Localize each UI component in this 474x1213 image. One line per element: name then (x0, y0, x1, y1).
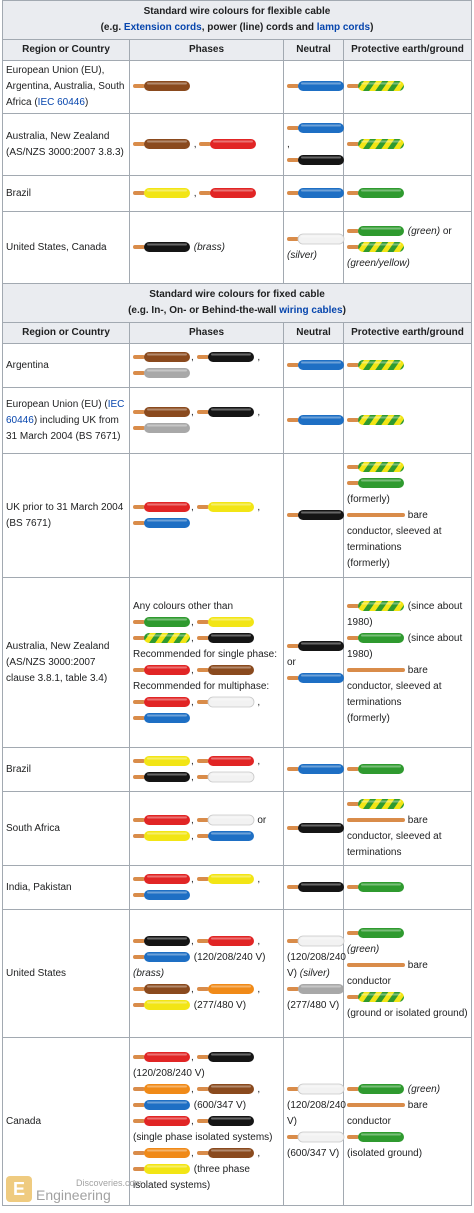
wire-red-icon (133, 695, 191, 709)
caption-title: Standard wire colours for flexible cable (143, 6, 331, 17)
wire-blue-icon (287, 762, 345, 776)
region-cell: United States, Canada (3, 212, 130, 284)
wire-yellow-icon (133, 829, 191, 843)
phases-cell: , , (130, 454, 284, 578)
region-cell: Brazil (3, 176, 130, 212)
earth-cell: bare conductor, sleeved at terminations (344, 792, 472, 866)
region-cell: Canada (3, 1038, 130, 1206)
region-cell: United States (3, 910, 130, 1038)
wire-brown-icon (133, 137, 191, 151)
wire-green-yellow-icon (347, 599, 405, 613)
wire-green-icon (347, 1082, 405, 1096)
wire-yellow-icon (197, 500, 255, 514)
phases-cell: , , (130, 388, 284, 454)
wire-green-yellow-icon (347, 413, 405, 427)
wire-red-icon (197, 754, 255, 768)
wire-bare-icon (347, 958, 405, 972)
wire-red-icon (197, 934, 255, 948)
wire-green-icon (347, 762, 405, 776)
table-caption-fixed: Standard wire colours for fixed cable (e.g. In-, On- or Behind-the-wall wiring cables) (3, 284, 472, 323)
wire-green-yellow-icon (347, 990, 405, 1004)
wire-black-icon (287, 821, 345, 835)
wire-green-icon (347, 476, 405, 490)
neutral-cell (284, 388, 344, 454)
phases-cell: , or , (130, 792, 284, 866)
phases-cell: , , (130, 344, 284, 388)
wire-white-icon (287, 1130, 345, 1144)
extension-cords-link[interactable]: Extension cords (123, 22, 202, 33)
earth-cell: (since about 1980) (since about 1980) bare conductor, sleeved at terminations (formerly) (344, 578, 472, 748)
wire-red-icon (199, 186, 257, 200)
wire-white-icon (197, 770, 255, 784)
wire-green-icon (347, 224, 405, 238)
wire-blue-icon (133, 1098, 191, 1112)
wire-black-icon (197, 631, 255, 645)
neutral-cell (284, 61, 344, 114)
region-cell: India, Pakistan (3, 866, 130, 910)
wire-green-yellow-icon (347, 240, 405, 254)
wire-blue-icon (287, 186, 345, 200)
wire-white-icon (197, 813, 255, 827)
wire-red-icon (199, 137, 257, 151)
neutral-cell (284, 748, 344, 792)
region-cell: UK prior to 31 March 2004 (BS 7671) (3, 454, 130, 578)
wire-bare-icon (347, 508, 405, 522)
wire-grey-icon (133, 421, 191, 435)
wire-green-icon (347, 186, 405, 200)
wire-red-icon (133, 663, 191, 677)
region-cell: Australia, New Zealand (AS/NZS 3000:2007 3.8.3) (3, 114, 130, 176)
wire-red-icon (133, 1114, 191, 1128)
earth-cell (344, 866, 472, 910)
wire-grey-icon (133, 366, 191, 380)
wire-blue-icon (133, 888, 191, 902)
wire-blue-icon (133, 950, 191, 964)
table-caption: Standard wire colours for flexible cable (e.g. Extension cords, power (line) cords and lamp cords) (3, 1, 472, 40)
wire-yellow-icon (133, 186, 191, 200)
watermark-domain: Discoveries.com (76, 1178, 143, 1188)
wire-blue-icon (287, 358, 345, 372)
header-earth: Protective earth/ground (344, 40, 472, 61)
wire-white-icon (287, 232, 345, 246)
earth-cell: (green) or (green/yellow) (344, 212, 472, 284)
phases-cell: , , , (130, 748, 284, 792)
wire-yellow-icon (133, 1162, 191, 1176)
neutral-cell (284, 344, 344, 388)
phases-cell: , , (130, 866, 284, 910)
header-phases: Phases (130, 323, 284, 344)
wire-black-icon (133, 770, 191, 784)
wiring-cables-link[interactable]: wiring cables (279, 305, 343, 316)
earth-cell (344, 388, 472, 454)
wire-white-icon (287, 934, 345, 948)
wire-blue-icon (133, 711, 191, 725)
region-cell: Brazil (3, 748, 130, 792)
wire-green-yellow-icon (133, 631, 191, 645)
phases-cell: , , (120/208/240 V) (brass) , , (277/480 V) (130, 910, 284, 1038)
neutral-cell (284, 792, 344, 866)
earth-cell (344, 748, 472, 792)
header-neutral: Neutral (284, 323, 344, 344)
wire-black-icon (133, 934, 191, 948)
wire-orange-icon (133, 1082, 191, 1096)
phases-cell: , (130, 114, 284, 176)
wire-black-icon (287, 508, 345, 522)
region-cell: European Union (EU), Argentina, Australia, South Africa (IEC 60446) (3, 61, 130, 114)
earth-cell (344, 61, 472, 114)
wire-blue-icon (287, 671, 345, 685)
phases-cell: , (130, 176, 284, 212)
wire-green-yellow-icon (347, 358, 405, 372)
iec-60446-link[interactable]: IEC 60446 (6, 398, 125, 426)
earth-cell: (formerly) bare conductor, sleeved at terminations (formerly) (344, 454, 472, 578)
wire-green-yellow-icon (347, 797, 405, 811)
wire-green-yellow-icon (347, 460, 405, 474)
wire-black-icon (197, 405, 255, 419)
wire-white-icon (197, 695, 255, 709)
neutral-cell: , (284, 114, 344, 176)
wire-white-icon (287, 1082, 345, 1096)
region-cell: European Union (EU) (IEC 60446) including UK from 31 March 2004 (BS 7671) (3, 388, 130, 454)
header-region: Region or Country (3, 40, 130, 61)
wire-red-icon (133, 1050, 191, 1064)
wire-green-icon (347, 926, 405, 940)
watermark-brand: Engineering (36, 1187, 111, 1203)
wire-black-icon (287, 880, 345, 894)
wire-orange-icon (133, 1146, 191, 1160)
wire-black-icon (197, 1050, 255, 1064)
watermark (6, 1176, 142, 1202)
wire-green-yellow-icon (347, 137, 405, 151)
wire-brown-icon (133, 982, 191, 996)
neutral-cell: (120/208/240 V) (silver) (277/480 V) (284, 910, 344, 1038)
wire-brown-icon (197, 1146, 255, 1160)
wire-brown-icon (133, 350, 191, 364)
region-cell: Argentina (3, 344, 130, 388)
wire-brown-icon (133, 79, 191, 93)
wire-grey-icon (287, 982, 345, 996)
wire-yellow-icon (197, 615, 255, 629)
engineering-discoveries-logo-icon: E (6, 1176, 32, 1202)
neutral-cell: (120/208/240 V) (600/347 V) (284, 1038, 344, 1206)
earth-cell (344, 176, 472, 212)
wire-brown-icon (197, 663, 255, 677)
wire-black-icon (287, 153, 345, 167)
header-neutral: Neutral (284, 40, 344, 61)
wire-black-icon (197, 1114, 255, 1128)
earth-cell (344, 344, 472, 388)
wire-orange-icon (197, 982, 255, 996)
header-phases: Phases (130, 40, 284, 61)
earth-cell (344, 114, 472, 176)
wire-blue-icon (197, 829, 255, 843)
wire-blue-icon (287, 121, 345, 135)
wire-bare-icon (347, 1098, 405, 1112)
wire-blue-icon (133, 516, 191, 530)
wire-black-icon (287, 639, 345, 653)
phases-cell (130, 61, 284, 114)
iec-60446-link[interactable]: IEC 60446 (37, 97, 85, 108)
region-cell: Australia, New Zealand (AS/NZS 3000:2007 clause 3.8.1, table 3.4) (3, 578, 130, 748)
wire-colour-table-flexible (2, 0, 472, 1206)
wire-red-icon (133, 872, 191, 886)
wire-red-icon (133, 813, 191, 827)
region-cell: South Africa (3, 792, 130, 866)
wire-green-yellow-icon (347, 79, 405, 93)
wire-green-icon (347, 880, 405, 894)
neutral-cell (284, 866, 344, 910)
wire-blue-icon (287, 79, 345, 93)
header-region: Region or Country (3, 323, 130, 344)
wire-yellow-icon (197, 872, 255, 886)
wire-yellow-icon (133, 998, 191, 1012)
wire-green-icon (347, 631, 405, 645)
wire-yellow-icon (133, 754, 191, 768)
lamp-cords-link[interactable]: lamp cords (316, 22, 371, 33)
neutral-cell: (silver) (284, 212, 344, 284)
wire-bare-icon (347, 813, 405, 827)
neutral-cell: or (284, 578, 344, 748)
wire-black-icon (197, 350, 255, 364)
earth-cell: (green) bare conductor (ground or isolated ground) (344, 910, 472, 1038)
earth-cell: (green) bare conductor (isolated ground) (344, 1038, 472, 1206)
wire-green-icon (347, 1130, 405, 1144)
phases-cell: (brass) (130, 212, 284, 284)
wire-red-icon (133, 500, 191, 514)
wire-black-icon (133, 240, 191, 254)
phases-cell: Any colours other than , , Recommended for single phase: , Recommended for multiphase: , , (130, 578, 284, 748)
neutral-cell (284, 454, 344, 578)
wire-blue-icon (287, 413, 345, 427)
wire-brown-icon (197, 1082, 255, 1096)
phases-cell: , (120/208/240 V) , , (600/347 V) , (single phase isolated systems) , , (three phase isolated systems) (130, 1038, 284, 1206)
wire-bare-icon (347, 663, 405, 677)
wire-green-icon (133, 615, 191, 629)
neutral-cell (284, 176, 344, 212)
wire-brown-icon (133, 405, 191, 419)
header-earth: Protective earth/ground (344, 323, 472, 344)
